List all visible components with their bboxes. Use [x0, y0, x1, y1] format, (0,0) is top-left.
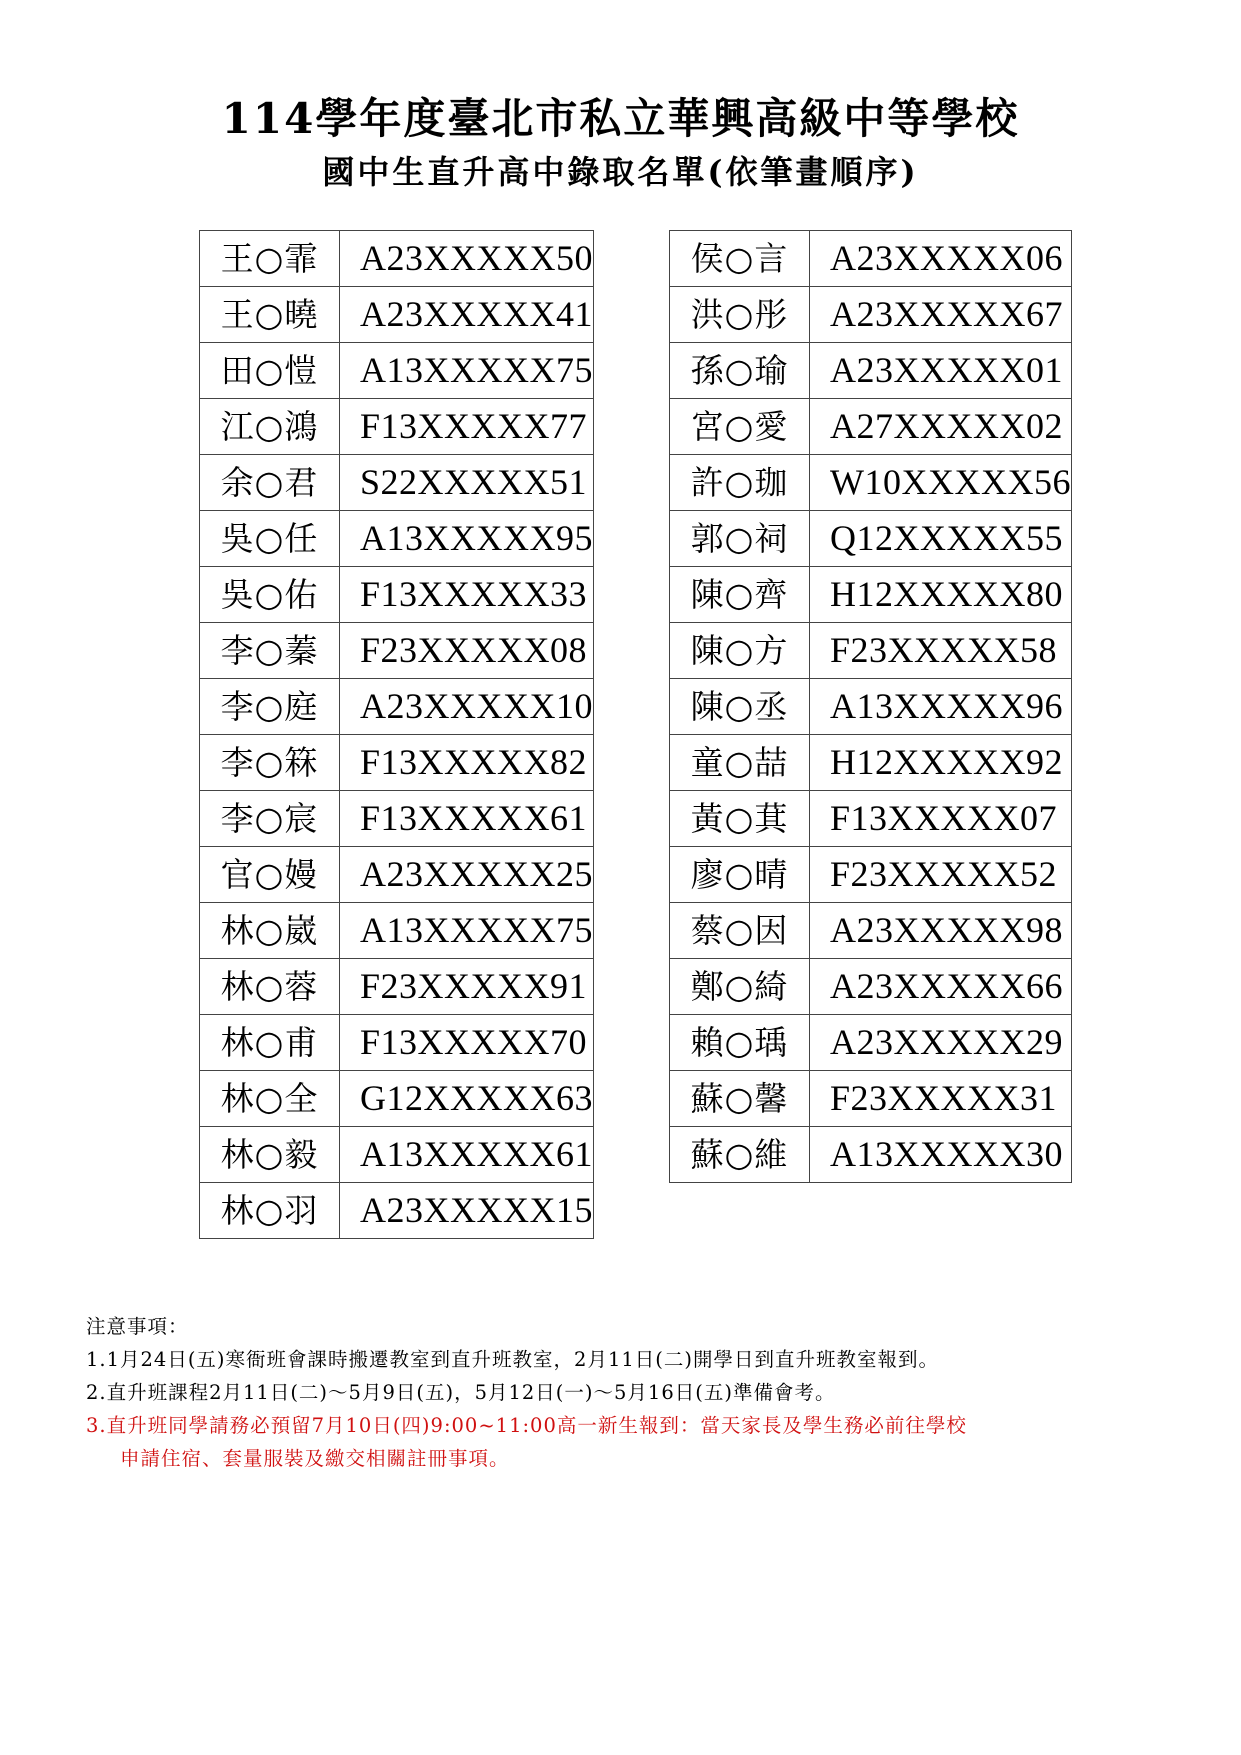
student-id: A23XXXXX10: [340, 679, 594, 735]
student-name: 余○君: [200, 455, 340, 511]
table-row: [200, 847, 594, 903]
table-row: [200, 791, 594, 847]
student-name: 江○鴻: [200, 399, 340, 455]
student-name: 鄭○綺: [670, 959, 810, 1015]
table-row: [200, 231, 594, 287]
student-name: 陳○齊: [670, 567, 810, 623]
student-name: 李○箖: [200, 735, 340, 791]
table-row: [200, 1071, 594, 1127]
student-id: A23XXXXX15: [340, 1183, 594, 1239]
student-id: F23XXXXX08: [340, 623, 594, 679]
student-id: A23XXXXX29: [810, 1015, 1072, 1071]
student-id: A23XXXXX66: [810, 959, 1072, 1015]
student-name: 廖○晴: [670, 847, 810, 903]
student-id: A23XXXXX41: [340, 287, 594, 343]
student-id: A13XXXXX75: [340, 903, 594, 959]
student-name: 吳○佑: [200, 567, 340, 623]
student-name: 許○珈: [670, 455, 810, 511]
student-name: 林○蓉: [200, 959, 340, 1015]
admission-table-right: [669, 230, 1072, 1183]
student-id: S22XXXXX51: [340, 455, 594, 511]
student-id: H12XXXXX80: [810, 567, 1072, 623]
student-name: 林○甫: [200, 1015, 340, 1071]
table-row: [670, 679, 1072, 735]
table-row: [200, 679, 594, 735]
table-row: [670, 455, 1072, 511]
table-row: [670, 1071, 1072, 1127]
student-name: 蘇○維: [670, 1127, 810, 1183]
student-name: 王○霏: [200, 231, 340, 287]
table-row: [200, 567, 594, 623]
table-row: [200, 399, 594, 455]
student-id: A23XXXXX25: [340, 847, 594, 903]
student-name: 洪○彤: [670, 287, 810, 343]
table-row: [670, 623, 1072, 679]
student-id: A23XXXXX67: [810, 287, 1072, 343]
student-id: A23XXXXX06: [810, 231, 1072, 287]
note-item-3-continued: 申請住宿、套量服裝及繳交相關註冊事項。: [120, 1447, 510, 1470]
student-name: 李○宸: [200, 791, 340, 847]
student-name: 李○庭: [200, 679, 340, 735]
student-id: F13XXXXX70: [340, 1015, 594, 1071]
table-row: [670, 735, 1072, 791]
student-id: A23XXXXX98: [810, 903, 1072, 959]
table-row: [670, 903, 1072, 959]
student-name: 郭○祠: [670, 511, 810, 567]
student-id: F13XXXXX82: [340, 735, 594, 791]
student-name: 陳○丞: [670, 679, 810, 735]
page-title: 114學年度臺北市私立華興高級中等學校: [221, 94, 1020, 143]
student-id: F13XXXXX77: [340, 399, 594, 455]
table-row: [670, 287, 1072, 343]
student-id: F23XXXXX58: [810, 623, 1072, 679]
student-name: 林○崴: [200, 903, 340, 959]
table-row: [200, 287, 594, 343]
table-row: [670, 959, 1072, 1015]
student-id: A27XXXXX02: [810, 399, 1072, 455]
note-item-3: 3.直升班同學請務必預留7月10日(四)9:00~11:00高一新生報到：當天家長及學生務必前往學校: [86, 1414, 967, 1437]
student-id: F23XXXXX52: [810, 847, 1072, 903]
table-row: [670, 399, 1072, 455]
student-name: 賴○瑀: [670, 1015, 810, 1071]
student-name: 蘇○馨: [670, 1071, 810, 1127]
student-id: F13XXXXX07: [810, 791, 1072, 847]
student-id: A23XXXXX50: [340, 231, 594, 287]
student-id: G12XXXXX63: [340, 1071, 594, 1127]
admission-table-left: [199, 230, 594, 1239]
student-id: F13XXXXX61: [340, 791, 594, 847]
student-name: 黃○萁: [670, 791, 810, 847]
table-row: [200, 903, 594, 959]
table-row: [670, 567, 1072, 623]
student-id: F23XXXXX31: [810, 1071, 1072, 1127]
student-id: A23XXXXX01: [810, 343, 1072, 399]
notes-section: [86, 1310, 1186, 1475]
table-row: [200, 1183, 594, 1239]
table-row: [670, 791, 1072, 847]
table-row: [670, 511, 1072, 567]
student-id: H12XXXXX92: [810, 735, 1072, 791]
table-row: [200, 623, 594, 679]
student-id: A13XXXXX75: [340, 343, 594, 399]
student-name: 李○蓁: [200, 623, 340, 679]
page-subtitle: 國中生直升高中錄取名單(依筆畫順序): [322, 153, 919, 191]
student-id: A13XXXXX30: [810, 1127, 1072, 1183]
student-name: 王○曉: [200, 287, 340, 343]
student-name: 宮○愛: [670, 399, 810, 455]
table-row: [200, 511, 594, 567]
table-row: [200, 343, 594, 399]
student-name: 田○愷: [200, 343, 340, 399]
student-id: F23XXXXX91: [340, 959, 594, 1015]
student-id: A13XXXXX96: [810, 679, 1072, 735]
table-row: [670, 231, 1072, 287]
table-row: [670, 343, 1072, 399]
student-name: 官○嫚: [200, 847, 340, 903]
table-row: [200, 1127, 594, 1183]
table-row: [200, 455, 594, 511]
table-row: [670, 847, 1072, 903]
student-name: 林○羽: [200, 1183, 340, 1239]
student-id: W10XXXXX56: [810, 455, 1072, 511]
note-item-2: 2.直升班課程2月11日(二)～5月9日(五)，5月12日(一)～5月16日(五)準備會考。: [86, 1381, 836, 1404]
student-id: A13XXXXX95: [340, 511, 594, 567]
student-name: 蔡○因: [670, 903, 810, 959]
table-row: [200, 959, 594, 1015]
student-name: 孫○瑜: [670, 343, 810, 399]
table-row: [670, 1015, 1072, 1071]
student-id: F13XXXXX33: [340, 567, 594, 623]
note-item-1: 1.1月24日(五)寒衙班會課時搬遷教室到直升班教室，2月11日(二)開學日到直升班教室報到。: [86, 1348, 939, 1371]
student-name: 陳○方: [670, 623, 810, 679]
student-name: 童○喆: [670, 735, 810, 791]
student-name: 侯○言: [670, 231, 810, 287]
notes-heading: 注意事項：: [86, 1315, 189, 1338]
student-id: A13XXXXX61: [340, 1127, 594, 1183]
table-row: [200, 735, 594, 791]
student-name: 林○毅: [200, 1127, 340, 1183]
table-row: [200, 1015, 594, 1071]
table-row: [670, 1127, 1072, 1183]
student-name: 林○全: [200, 1071, 340, 1127]
student-id: Q12XXXXX55: [810, 511, 1072, 567]
student-name: 吳○任: [200, 511, 340, 567]
